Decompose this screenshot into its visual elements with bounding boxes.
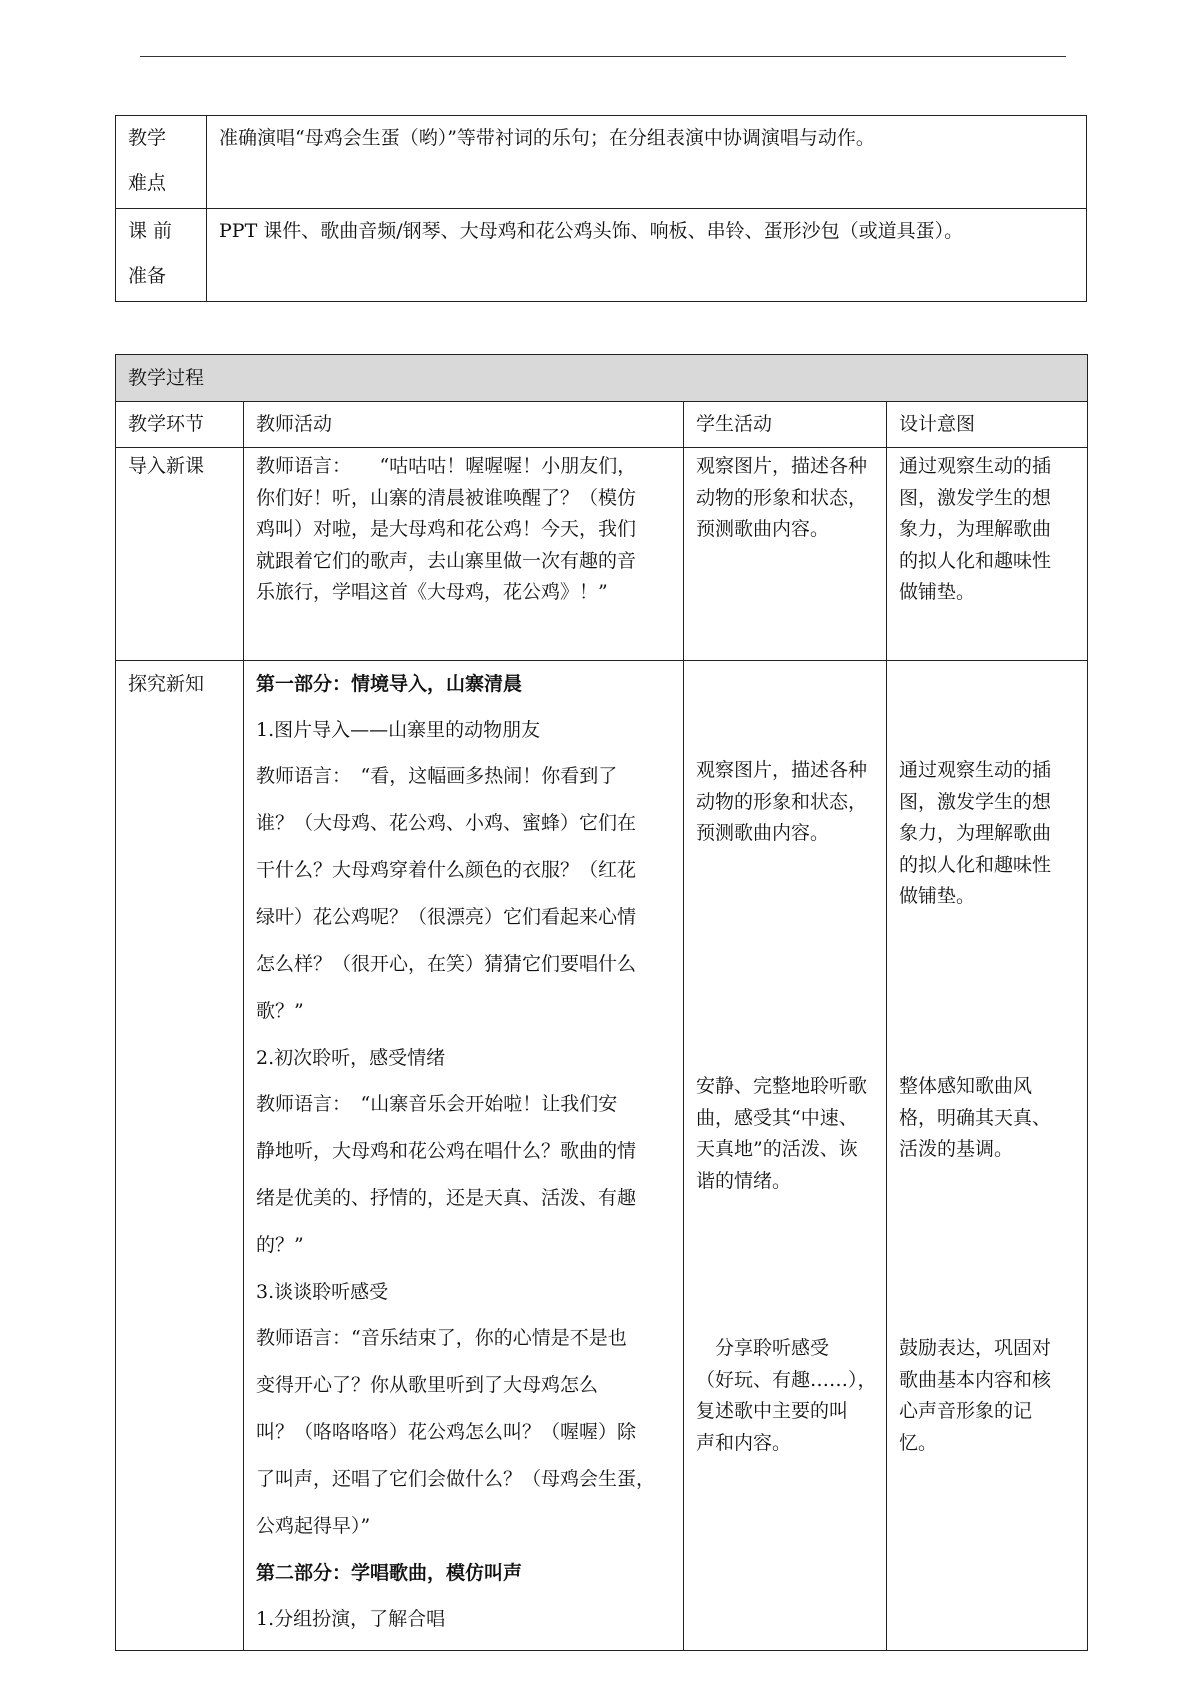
text-line: 的拟人化和趣味性 [899, 853, 1052, 876]
section-title: 1.图片导入——山寨里的动物朋友 [256, 719, 541, 741]
text-line: 忆。 [899, 1431, 938, 1454]
text-line: 怎么样？（很开心，在笑）猜猜它们要唱什么 [256, 953, 637, 975]
text-line: 谐的情绪。 [696, 1169, 792, 1192]
intent-block-2 [899, 1071, 1079, 1166]
section-title: 1.分组扮演，了解合唱 [256, 1608, 446, 1630]
section-title: 2.初次聆听，感受情绪 [256, 1047, 446, 1069]
text-line: 教师语言： “看，这幅画多热闹！你看到了 [256, 765, 618, 787]
difficulty-row [116, 116, 1087, 209]
header-student: 学生活动 [684, 402, 887, 448]
text-line: 公鸡起得早）” [256, 1515, 371, 1537]
prep-value: PPT 课件、歌曲音频/钢琴、大母鸡和花公鸡头饰、响板、串铃、蛋形沙包（或道具蛋）。 [207, 209, 1087, 302]
text-line: 曲，感受其“中速、 [696, 1106, 858, 1129]
text-line: 你们好！听，山寨的清晨被谁唤醒了？（模仿 [256, 486, 637, 509]
text-line: 教师语言：“音乐结束了，你的心情是不是也 [256, 1327, 627, 1349]
text-line: 的？” [256, 1234, 304, 1256]
text-line: 绪是优美的、抒情的，还是天真、活泼、有趣 [256, 1187, 637, 1209]
text-line: 预测歌曲内容。 [696, 822, 830, 844]
difficulty-value: 准确演唱“母鸡会生蛋（哟）”等带衬词的乐句；在分组表演中协调演唱与动作。 [207, 116, 1087, 209]
explore-stage [116, 661, 244, 1651]
prep-row [116, 209, 1087, 302]
text-line: 歌曲基本内容和核 [899, 1368, 1052, 1391]
text-line: 观察图片，描述各种 [696, 455, 868, 477]
part1-heading: 第一部分：情境导入，山寨清晨 [256, 673, 523, 695]
text-line: 鼓励表达，巩固对 [899, 1337, 1052, 1359]
text-line: 变得开心了？你从歌里听到了大母鸡怎么 [256, 1374, 599, 1396]
text-line: 鸡叫）对啦，是大母鸡和花公鸡！今天，我们 [256, 518, 637, 540]
prep-label [116, 209, 207, 302]
explore-intent [887, 661, 1088, 1651]
teaching-process-table [115, 354, 1088, 1651]
header-teacher: 教师活动 [244, 402, 684, 448]
explore-teacher [244, 661, 684, 1651]
student-block-2 [696, 1071, 881, 1197]
text-line: 静地听，大母鸡和花公鸡在唱什么？歌曲的情 [256, 1140, 637, 1162]
label-line: 课 前 [128, 220, 173, 242]
text-line: 就跟着它们的歌声，去山寨里做一次有趣的音 [256, 549, 637, 572]
text-line: 了叫声，还唱了它们会做什么？（母鸡会生蛋， [256, 1468, 656, 1490]
text-line: 通过观察生动的插 [899, 759, 1052, 781]
difficulty-label [116, 116, 207, 209]
text-line: 图，激发学生的想 [899, 790, 1052, 813]
header-rule [140, 56, 1066, 57]
text-line: 通过观察生动的插 [899, 455, 1052, 477]
text-line: 活泼的基调。 [899, 1138, 1014, 1160]
text-line: 的拟人化和趣味性 [899, 549, 1052, 572]
text-line: 格，明确其天真、 [899, 1106, 1052, 1129]
text-line: 象力，为理解歌曲 [899, 822, 1052, 844]
text-line: 动物的形象和状态， [696, 790, 868, 813]
text-line: 乐旅行，学唱这首《大母鸡，花公鸡》！” [256, 581, 608, 603]
intro-intent [887, 448, 1088, 661]
header-stage: 教学环节 [116, 402, 244, 448]
header-row [116, 402, 1088, 448]
text-line: 叫？（咯咯咯咯）花公鸡怎么叫？（喔喔）除 [256, 1421, 637, 1443]
text-line: 整体感知歌曲风 [899, 1075, 1033, 1097]
label-line: 教学 [128, 127, 167, 149]
stage-label: 探究新知 [128, 673, 205, 695]
text-line: 做铺垫。 [899, 885, 976, 907]
text-line: 安静、完整地聆听歌 [696, 1075, 868, 1097]
intro-student [684, 448, 887, 661]
intro-stage: 导入新课 [116, 448, 244, 661]
part2-heading: 第二部分：学唱歌曲，模仿叫声 [256, 1562, 523, 1584]
intro-row [116, 448, 1088, 661]
text-line: 干什么？大母鸡穿着什么颜色的衣服？（红花 [256, 859, 637, 881]
text-line: 歌？” [256, 1000, 304, 1022]
intent-block-3 [899, 1333, 1079, 1459]
explore-row [116, 661, 1088, 1651]
text-line: 绿叶）花公鸡呢？（很漂亮）它们看起来心情 [256, 906, 637, 928]
text-line: 复述歌中主要的叫 [696, 1400, 849, 1422]
text-line: 做铺垫。 [899, 581, 976, 603]
header-intent: 设计意图 [887, 402, 1088, 448]
text-line: 图，激发学生的想 [899, 486, 1052, 509]
text-line: 声和内容。 [696, 1431, 792, 1454]
text-line: 天真地”的活泼、诙 [696, 1138, 858, 1160]
text-line: 谁？（大母鸡、花公鸡、小鸡、蜜蜂）它们在 [256, 812, 637, 834]
student-block-3 [696, 1333, 881, 1459]
text-line: 观察图片，描述各种 [696, 759, 868, 781]
text-line: 教师语言： “山寨音乐会开始啦！让我们安 [256, 1093, 618, 1115]
text-line: 心声音形象的记 [899, 1400, 1033, 1422]
text-line: 象力，为理解歌曲 [899, 518, 1052, 540]
difficulty-prep-table [115, 115, 1087, 302]
explore-student [684, 661, 887, 1651]
intro-teacher [244, 448, 684, 661]
text-line: 预测歌曲内容。 [696, 518, 830, 540]
text-line: （好玩、有趣……）， [696, 1368, 877, 1391]
student-block-1 [696, 755, 881, 850]
intent-block-1 [899, 755, 1079, 913]
label-line: 准备 [128, 265, 167, 287]
text-line: 教师语言： “咕咕咕！喔喔喔！小朋友们， [256, 455, 637, 477]
text-line: 分享聆听感受 [696, 1337, 830, 1359]
text-line: 动物的形象和状态， [696, 486, 868, 509]
section-title: 3.谈谈聆听感受 [256, 1281, 389, 1303]
process-title: 教学过程 [116, 355, 1088, 402]
label-line: 难点 [128, 172, 167, 194]
